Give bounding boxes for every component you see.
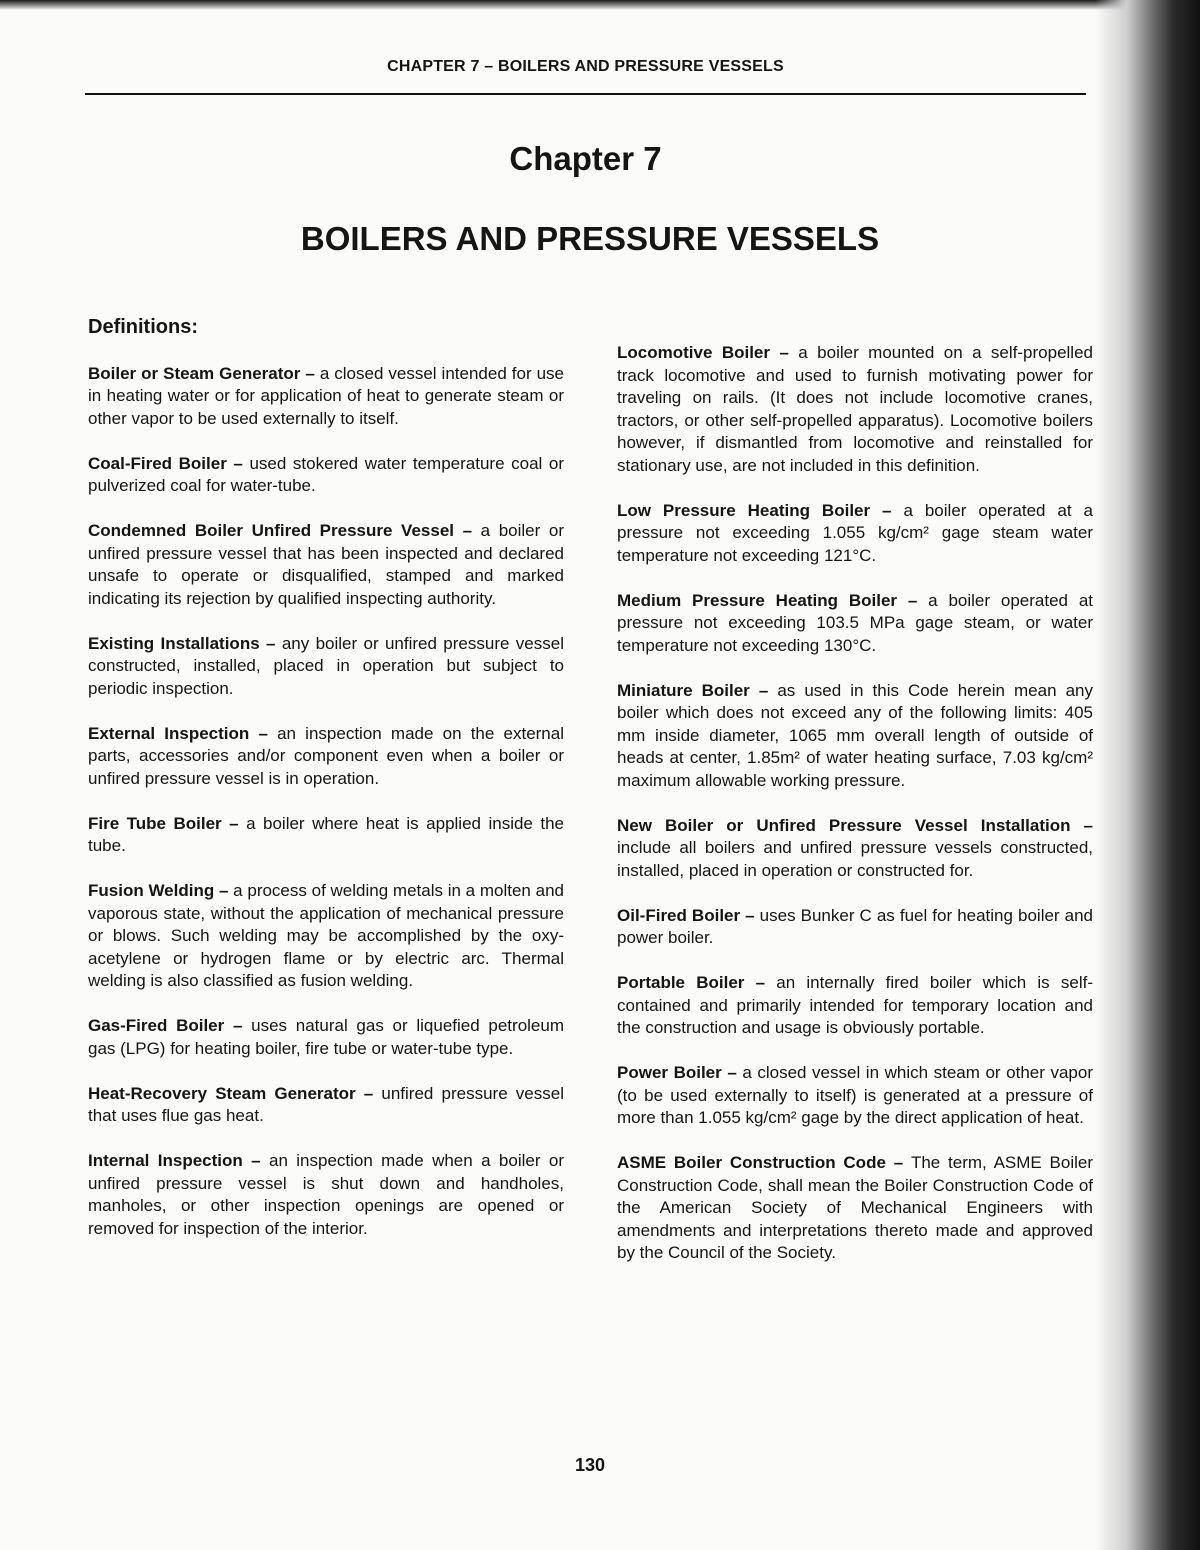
chapter-title: BOILERS AND PRESSURE VESSELS	[300, 220, 880, 257]
definition-term: Heat-Recovery Steam Generator	[88, 1083, 356, 1103]
definition-dash: –	[721, 1063, 743, 1082]
definition-text: unfired pressure vessel that uses flue gas heat.	[88, 1083, 564, 1125]
definition-term: Condemned Boiler Unfired Pressure Vessel	[88, 521, 454, 540]
definition-entry	[617, 905, 1093, 950]
definition-dash: –	[242, 1151, 269, 1170]
definition-text: an inspection made on the external parts, accessories and/or component even when a boiler or unfired pressure vessel is in operation.	[88, 723, 564, 788]
definition-text: a boiler mounted on a self-propelled track locomotive and used to furnish motivating power for traveling on rails. (It does not include locomotive cranes, tractors, or other self-propelled apparatus). Locomotive boilers however, if dismantled from locomotive and reinstalled for stationary use, are not included in this definition.	[617, 343, 1093, 475]
definition-entry	[617, 500, 1093, 568]
right-column	[617, 342, 1093, 1287]
definition-text: a boiler where heat is applied inside the tube.	[88, 813, 564, 855]
definition-dash: –	[744, 973, 777, 992]
definition-dash: –	[221, 813, 247, 833]
definition-entry	[88, 1015, 564, 1060]
definition-entry	[88, 453, 564, 498]
definition-dash: –	[749, 680, 778, 700]
definition-text: The term, ASME Boiler Construction Code, shall mean the Boiler Construction Code of the American Society of Mechanical Engineers with amendments and interpretations thereto made and approved by the Council of the Society.	[617, 1153, 1094, 1262]
definition-term: Internal Inspection	[88, 1151, 243, 1170]
definition-text: include all boilers and unfired pressure vessels constructed, installed, placed in operation or constructed for.	[617, 838, 1093, 880]
header-rule	[85, 93, 1086, 95]
definition-term: Existing Installations	[88, 633, 260, 653]
definition-dash: –	[1070, 815, 1093, 835]
definition-dash: –	[897, 590, 929, 610]
definition-entry	[617, 972, 1093, 1040]
definition-dash: –	[249, 723, 278, 743]
definition-term: Miniature Boiler	[617, 680, 750, 700]
chapter-number: Chapter 7	[509, 140, 662, 177]
definition-entry	[617, 680, 1093, 793]
definition-dash: –	[300, 363, 320, 383]
definition-term: Low Pressure Heating Boiler	[617, 500, 871, 520]
definition-entry	[88, 813, 564, 858]
definition-text: a boiler operated at pressure not exceeding 103.5 MPa gage steam, or water temperature not exceeding 130°C.	[617, 590, 1094, 655]
definition-text: an inspection made when a boiler or unfired pressure vessel is shut down and handholes, manholes, or other inspection openings are opened or removed for inspection of the interior.	[88, 1151, 564, 1238]
definition-text: uses Bunker C as fuel for heating boiler and power boiler.	[617, 905, 1093, 947]
definition-dash: –	[259, 633, 282, 653]
definition-entry	[88, 1150, 564, 1240]
page-number: 130	[574, 1455, 606, 1475]
definition-term: Fusion Welding	[88, 881, 215, 900]
definition-text: a boiler operated at a pressure not exceeding 1.055 kg/cm² gage steam water temperature not exceeding 121°C.	[617, 500, 1093, 565]
definition-entry	[617, 1152, 1093, 1265]
definition-entry	[88, 880, 564, 993]
definition-text: a closed vessel in which steam or other vapor (to be used externally to itself) is generated at a pressure of more than 1.055 kg/cm² gage by the direct application of heat.	[617, 1063, 1093, 1127]
definition-entry	[88, 520, 564, 610]
definition-text: a boiler or unfired pressure vessel that has been inspected and declared unsafe to operate or disqualified, stamped and marked indicating its rejection by qualified inspecting authority.	[88, 521, 564, 608]
definition-dash: –	[355, 1083, 382, 1103]
definition-term: Oil-Fired Boiler	[617, 905, 741, 925]
definition-term: Medium Pressure Heating Boiler	[617, 590, 898, 610]
definition-entry	[88, 723, 564, 791]
definition-entry	[617, 590, 1093, 658]
definition-entry	[88, 363, 564, 431]
definition-text: an internally fired boiler which is self-contained and primarily intended for temporary location and the construction and usage is obviously portable.	[617, 973, 1093, 1037]
scan-binding-shadow	[1095, 0, 1200, 1550]
running-head: CHAPTER 7 – BOILERS AND PRESSURE VESSELS	[387, 58, 784, 75]
left-definitions-list	[88, 363, 564, 1241]
definition-term: Boiler or Steam Generator	[88, 363, 301, 383]
definition-text: a process of welding metals in a molten and vaporous state, without the application of mechanical pressure or blows. Such welding may be accomplished by the oxy-acetylene or hydrogen flame or by electric arc. Thermal welding is also classified as fusion welding.	[88, 881, 564, 990]
definition-text: a closed vessel intended for use in heating water or for application of heat to generate steam or other vapor to be used externally to itself.	[88, 363, 564, 428]
definition-dash: –	[454, 521, 481, 540]
definition-dash: –	[226, 453, 250, 473]
definition-dash: –	[885, 1153, 911, 1172]
definitions-heading: Definitions:	[88, 316, 198, 338]
definition-term: ASME Boiler Construction Code	[617, 1153, 886, 1172]
scan-top-shadow	[0, 0, 1200, 10]
definition-term: Locomotive Boiler	[617, 343, 770, 362]
definition-term: Portable Boiler	[617, 973, 745, 992]
definition-entry	[88, 633, 564, 701]
definition-dash: –	[870, 500, 904, 520]
definition-term: External Inspection	[88, 723, 250, 743]
definition-entry	[88, 1083, 564, 1128]
definition-term: Gas-Fired Boiler	[88, 1016, 225, 1035]
definition-text: used stokered water temperature coal or pulverized coal for water-tube.	[88, 453, 564, 495]
definition-term: Fire Tube Boiler	[88, 813, 222, 833]
definition-term: New Boiler or Unfired Pressure Vessel Installation	[617, 815, 1071, 835]
definition-entry	[617, 815, 1093, 883]
definition-text: any boiler or unfired pressure vessel constructed, installed, placed in operation but subject to periodic inspection.	[88, 633, 564, 698]
definition-dash: –	[770, 343, 799, 362]
definition-text: uses natural gas or liquefied petroleum gas (LPG) for heating boiler, fire tube or water-tube type.	[88, 1016, 564, 1058]
definition-entry	[617, 1062, 1093, 1130]
definition-dash: –	[214, 881, 234, 900]
definition-term: Coal-Fired Boiler	[88, 453, 227, 473]
right-definitions-list	[617, 342, 1093, 1265]
definition-entry	[617, 342, 1093, 477]
definition-term: Power Boiler	[617, 1063, 722, 1082]
definition-dash: –	[740, 905, 760, 925]
definition-text: as used in this Code herein mean any boiler which does not exceed any of the following limits: 405 mm inside diameter, 1065 mm overall length of outside of heads at center, 1.85m² of water heating surface, 7.03 kg/cm² maximum allowable working pressure.	[617, 680, 1093, 790]
left-column	[88, 316, 564, 1263]
definition-dash: –	[224, 1016, 252, 1035]
